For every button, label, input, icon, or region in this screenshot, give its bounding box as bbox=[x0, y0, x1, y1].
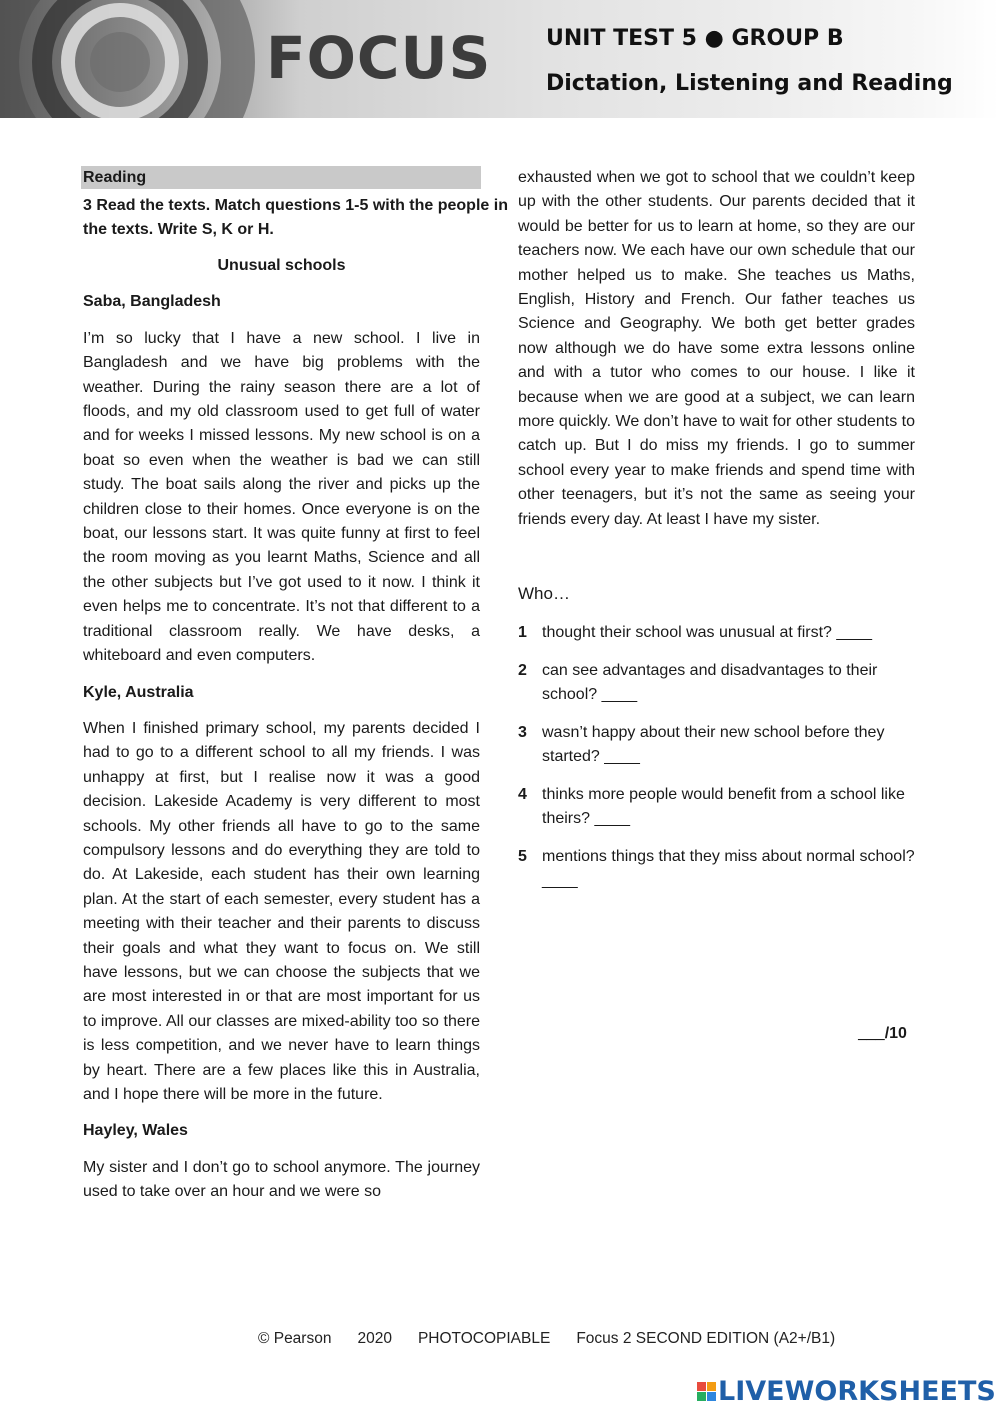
person-name-hayley: Hayley, Wales bbox=[83, 1122, 188, 1140]
liveworksheets-text: LIVEWORKSHEETS bbox=[718, 1376, 996, 1407]
focus-logo-rings-icon bbox=[0, 0, 260, 118]
person-name-saba: Saba, Bangladesh bbox=[83, 293, 221, 311]
text-hayley-part1: My sister and I don’t go to school anymore. The journey used to take over an hour and we were so bbox=[83, 1158, 480, 1201]
page-footer bbox=[258, 1330, 861, 1348]
question-item bbox=[518, 845, 915, 893]
task-instruction: 3 Read the texts. Match questions 1-5 with the people in the texts. Write S, K or H. bbox=[83, 197, 508, 238]
question-text[interactable]: thought their school was unusual at first? ____ bbox=[542, 623, 872, 641]
liveworksheets-blocks-icon bbox=[697, 1382, 716, 1401]
question-text[interactable]: wasn’t happy about their new school before they started? ____ bbox=[542, 723, 885, 765]
score-total: /10 bbox=[884, 1025, 907, 1042]
footer-copyright: © Pearson bbox=[258, 1330, 332, 1347]
right-column bbox=[518, 166, 915, 907]
text-saba: I’m so lucky that I have a new school. I live in Bangladesh and we have big problems with the weather. During the rainy season there are a lot of floods, and my old classroom used to get full of water and for weeks I missed lessons. My new school is on a boat so even when the weather is bad we can still study. The boat sails along the river and picks up the children close to their homes. Once everyone is on the boat, our lessons start. It was quite funny at first to feel the room moving as you learnt Maths, Science and all the other subjects but I’ve got used to it now. I think it even helps me to concentrate. It’s not that different to a traditional classroom really. We have desks, a whiteboard and even computers. bbox=[83, 329, 480, 665]
text-kyle: When I finished primary school, my parents decided I had to go to a different school to all my friends. I was unhappy at first, but I realise now it was a good decision. Lakeside Academy is very different to most schools. My other friends all have to go to the same compulsory lessons and do everything they are told to do. At Lakeside, each student has their own learning plan. At the start of each semester, every student has a meeting with their teacher and their parents to discuss their goals and what they want to focus on. We still have lessons, but we can choose the subjects that we are most interested in or that are most important for us to improve. All our classes are mixed-ability too so there is less competition, and we never have to learn things by heart. There are a few places like this in Australia, and I hope there will be more in the future. bbox=[83, 719, 480, 1103]
text-hayley-part2: exhausted when we got to school that we couldn’t keep up with the other students. Our parents decided that it would be better for us to learn at home, so they are our teachers now. We each have our own schedule that our mother helped us to make. She teaches us Maths, English, History and French. Our father teaches us Science and Geography. We both get better grades now although we do have some extra lessons online and with a tutor who comes to our house. I like it because when we are good at a subject, we can learn more quickly. We don’t have to wait for other students to catch up. But I do miss my friends. I go to summer school every year to make friends and spend time with other teenagers, but it’s not the same as seeing your friends every day. At least I have my sister. bbox=[518, 169, 915, 528]
question-number: 5 bbox=[518, 847, 527, 865]
question-item bbox=[518, 783, 915, 831]
question-text[interactable]: mentions things that they miss about normal school? ____ bbox=[542, 847, 915, 889]
footer-photocopiable: PHOTOCOPIABLE bbox=[417, 1330, 551, 1347]
question-number: 4 bbox=[518, 785, 527, 803]
score-box bbox=[858, 1025, 907, 1043]
person-name-kyle: Kyle, Australia bbox=[83, 683, 194, 701]
question-number: 1 bbox=[518, 623, 527, 641]
section-heading: Reading bbox=[81, 166, 481, 189]
unit-subtitle: Dictation, Listening and Reading bbox=[546, 71, 953, 96]
unit-title: UNIT TEST 5 ● GROUP B bbox=[546, 26, 844, 51]
footer-edition: Focus 2 SECOND EDITION (A2+/B1) bbox=[576, 1330, 836, 1347]
header-banner bbox=[0, 0, 1000, 118]
question-item bbox=[518, 659, 915, 707]
liveworksheets-logo bbox=[697, 1376, 996, 1407]
questions-intro: Who… bbox=[518, 584, 570, 604]
text-title: Unusual schools bbox=[217, 257, 346, 274]
score-blank[interactable]: ___ bbox=[858, 1025, 885, 1042]
question-item bbox=[518, 621, 915, 645]
question-number: 2 bbox=[518, 661, 527, 679]
question-item bbox=[518, 721, 915, 769]
left-column bbox=[83, 166, 508, 1205]
footer-year: 2020 bbox=[357, 1330, 392, 1347]
question-list bbox=[518, 621, 915, 893]
question-text[interactable]: can see advantages and disadvantages to their school? ____ bbox=[542, 661, 878, 703]
question-number: 3 bbox=[518, 723, 527, 741]
brand-logo: FOCUS bbox=[266, 24, 492, 92]
question-text[interactable]: thinks more people would benefit from a school like theirs? ____ bbox=[542, 785, 905, 827]
